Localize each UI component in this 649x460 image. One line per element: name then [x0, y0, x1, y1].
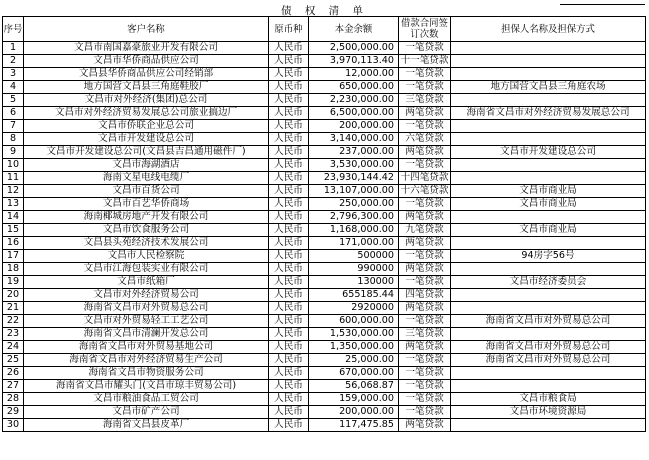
table-row — [3, 120, 646, 133]
claims-table — [2, 16, 646, 432]
customer-name: 文昌市开发建设总公司(文昌县吉昌通用磁件厂) — [24, 146, 269, 159]
row-number: 29 — [3, 406, 24, 419]
table-row — [3, 393, 646, 406]
row-number: 21 — [3, 302, 24, 315]
currency: 人民币 — [269, 380, 309, 393]
row-number: 4 — [3, 81, 24, 94]
table-row — [3, 211, 646, 224]
principal-balance: 2920000 — [309, 302, 399, 315]
loan-count: 两笔贷款 — [399, 302, 451, 315]
table-header-row — [3, 17, 646, 42]
loan-count: 一笔贷款 — [399, 42, 451, 55]
currency: 人民币 — [269, 172, 309, 185]
currency: 人民币 — [269, 250, 309, 263]
row-number: 2 — [3, 55, 24, 68]
customer-name: 文昌县头苑经济技术发展公司 — [24, 237, 269, 250]
principal-balance: 500000 — [309, 250, 399, 263]
currency: 人民币 — [269, 289, 309, 302]
principal-balance: 3,970,113.40 — [309, 55, 399, 68]
guarantor: 文昌市环境资源局 — [451, 406, 646, 419]
currency: 人民币 — [269, 419, 309, 432]
customer-name: 文昌市人民检察院 — [24, 250, 269, 263]
customer-name: 文昌市饮食服务公司 — [24, 224, 269, 237]
table-row — [3, 159, 646, 172]
row-number: 6 — [3, 107, 24, 120]
table-row — [3, 406, 646, 419]
principal-balance: 670,000.00 — [309, 367, 399, 380]
customer-name: 文昌市南国嘉豪旅业开发有限公司 — [24, 42, 269, 55]
customer-name: 文昌市对外经济贸易公司 — [24, 289, 269, 302]
customer-name: 文昌市对外贸易轻工工艺公司 — [24, 315, 269, 328]
guarantor — [451, 42, 646, 55]
page-title: 债 权 清 单 — [280, 5, 368, 17]
currency: 人民币 — [269, 354, 309, 367]
header-guarantor: 担保人名称及担保方式 — [451, 17, 646, 42]
table-row — [3, 172, 646, 185]
guarantor — [451, 211, 646, 224]
guarantor: 地方国营文昌县三角庭农场 — [451, 81, 646, 94]
customer-name: 海南省文昌县皮革厂 — [24, 419, 269, 432]
guarantor: 海南省文昌市对外贸易总公司 — [451, 354, 646, 367]
principal-balance: 12,000.00 — [309, 68, 399, 81]
guarantor — [451, 302, 646, 315]
table-row — [3, 419, 646, 432]
table-row — [3, 185, 646, 198]
principal-balance: 25,000.00 — [309, 354, 399, 367]
header-currency: 原币种 — [269, 17, 309, 42]
customer-name: 文昌市海湖酒店 — [24, 159, 269, 172]
row-number: 19 — [3, 276, 24, 289]
currency: 人民币 — [269, 393, 309, 406]
customer-name: 文昌市百货公司 — [24, 185, 269, 198]
principal-balance: 3,140,000.00 — [309, 133, 399, 146]
row-number: 26 — [3, 367, 24, 380]
principal-balance: 1,530,000.00 — [309, 328, 399, 341]
guarantor — [451, 367, 646, 380]
guarantor: 文昌市商业局 — [451, 198, 646, 211]
loan-count: 两笔贷款 — [399, 263, 451, 276]
principal-balance: 130000 — [309, 276, 399, 289]
loan-count: 一笔贷款 — [399, 380, 451, 393]
table-row — [3, 341, 646, 354]
currency: 人民币 — [269, 224, 309, 237]
currency: 人民币 — [269, 198, 309, 211]
row-number: 28 — [3, 393, 24, 406]
row-number: 23 — [3, 328, 24, 341]
principal-balance: 250,000.00 — [309, 198, 399, 211]
currency: 人民币 — [269, 133, 309, 146]
currency: 人民币 — [269, 185, 309, 198]
guarantor: 文昌市粮食局 — [451, 393, 646, 406]
row-number: 27 — [3, 380, 24, 393]
header-name: 客户名称 — [24, 17, 269, 42]
currency: 人民币 — [269, 263, 309, 276]
guarantor — [451, 419, 646, 432]
row-number: 8 — [3, 133, 24, 146]
row-number: 22 — [3, 315, 24, 328]
loan-count: 十四笔贷款 — [399, 172, 451, 185]
customer-name: 文昌市侨联企业总公司 — [24, 120, 269, 133]
customer-name: 文昌市对外经济(集团)总公司 — [24, 94, 269, 107]
currency: 人民币 — [269, 81, 309, 94]
currency: 人民币 — [269, 367, 309, 380]
guarantor — [451, 133, 646, 146]
guarantor: 文昌市商业局 — [451, 224, 646, 237]
principal-balance: 2,500,000.00 — [309, 42, 399, 55]
loan-count: 三笔贷款 — [399, 94, 451, 107]
customer-name: 文昌市江海包装实业有限公司 — [24, 263, 269, 276]
guarantor: 94房字56号 — [451, 250, 646, 263]
principal-balance: 117,475.85 — [309, 419, 399, 432]
customer-name: 文昌市纸箱厂 — [24, 276, 269, 289]
loan-count: 一笔贷款 — [399, 159, 451, 172]
table-row — [3, 224, 646, 237]
customer-name: 文昌市开发建设总公司 — [24, 133, 269, 146]
table-row — [3, 133, 646, 146]
principal-balance: 200,000.00 — [309, 406, 399, 419]
row-number: 10 — [3, 159, 24, 172]
principal-balance: 237,000.00 — [309, 146, 399, 159]
currency: 人民币 — [269, 146, 309, 159]
header-no: 序号 — [3, 17, 24, 42]
guarantor: 海南省文昌市对外贸易总公司 — [451, 315, 646, 328]
table-row — [3, 94, 646, 107]
table-row — [3, 315, 646, 328]
guarantor — [451, 289, 646, 302]
customer-name: 文昌市对外经济贸易发展总公司旅业搞边厂 — [24, 107, 269, 120]
row-number: 12 — [3, 185, 24, 198]
row-number: 11 — [3, 172, 24, 185]
loan-count: 一笔贷款 — [399, 198, 451, 211]
row-number: 5 — [3, 94, 24, 107]
principal-balance: 56,068.87 — [309, 380, 399, 393]
loan-count: 一笔贷款 — [399, 367, 451, 380]
customer-name: 文昌市粮油食品工贸公司 — [24, 393, 269, 406]
guarantor — [451, 120, 646, 133]
table-row — [3, 276, 646, 289]
loan-count: 两笔贷款 — [399, 341, 451, 354]
currency: 人民币 — [269, 328, 309, 341]
loan-count: 两笔贷款 — [399, 146, 451, 159]
table-row — [3, 250, 646, 263]
loan-count: 三笔贷款 — [399, 328, 451, 341]
table-row — [3, 237, 646, 250]
row-number: 20 — [3, 289, 24, 302]
guarantor — [451, 172, 646, 185]
table-row — [3, 42, 646, 55]
guarantor: 文昌市经济委员会 — [451, 276, 646, 289]
guarantor: 海南省文昌市对外贸易总公司 — [451, 341, 646, 354]
loan-count: 一笔贷款 — [399, 315, 451, 328]
currency: 人民币 — [269, 120, 309, 133]
guarantor — [451, 380, 646, 393]
currency: 人民币 — [269, 315, 309, 328]
loan-count: 十一笔贷款 — [399, 55, 451, 68]
loan-count: 六笔贷款 — [399, 133, 451, 146]
principal-balance: 200,000.00 — [309, 120, 399, 133]
customer-name: 海南省文昌市物资服务公司 — [24, 367, 269, 380]
table-row — [3, 68, 646, 81]
principal-balance: 3,530,000.00 — [309, 159, 399, 172]
row-number: 24 — [3, 341, 24, 354]
loan-count: 九笔贷款 — [399, 224, 451, 237]
principal-balance: 600,000.00 — [309, 315, 399, 328]
loan-count: 四笔贷款 — [399, 289, 451, 302]
principal-balance: 13,107,000.00 — [309, 185, 399, 198]
currency: 人民币 — [269, 211, 309, 224]
customer-name: 海南文星电线电缆厂 — [24, 172, 269, 185]
principal-balance: 1,168,000.00 — [309, 224, 399, 237]
loan-count: 两笔贷款 — [399, 237, 451, 250]
loan-count: 两笔贷款 — [399, 419, 451, 432]
loan-count: 一笔贷款 — [399, 406, 451, 419]
table-row — [3, 328, 646, 341]
guarantor: 文昌市商业局 — [451, 185, 646, 198]
currency: 人民币 — [269, 107, 309, 120]
customer-name: 文昌市矿产公司 — [24, 406, 269, 419]
row-number: 7 — [3, 120, 24, 133]
currency: 人民币 — [269, 276, 309, 289]
guarantor — [451, 263, 646, 276]
table-row — [3, 81, 646, 94]
header-amount: 本金余额 — [309, 17, 399, 42]
guarantor — [451, 55, 646, 68]
customer-name: 海南省文昌市耀头门(文昌市琼丰贸易公司) — [24, 380, 269, 393]
row-number: 9 — [3, 146, 24, 159]
loan-count: 一笔贷款 — [399, 250, 451, 263]
table-row — [3, 289, 646, 302]
customer-name: 地方国营文昌县三角庭鞋胶厂 — [24, 81, 269, 94]
currency: 人民币 — [269, 341, 309, 354]
row-number: 17 — [3, 250, 24, 263]
principal-balance: 650,000.00 — [309, 81, 399, 94]
row-number: 13 — [3, 198, 24, 211]
principal-balance: 655185.44 — [309, 289, 399, 302]
principal-balance: 171,000.00 — [309, 237, 399, 250]
guarantor — [451, 328, 646, 341]
guarantor: 海南省文昌市对外经济贸易发展总公司 — [451, 107, 646, 120]
currency: 人民币 — [269, 159, 309, 172]
currency: 人民币 — [269, 237, 309, 250]
principal-balance: 23,930,144.42 — [309, 172, 399, 185]
row-number: 30 — [3, 419, 24, 432]
row-number: 15 — [3, 224, 24, 237]
table-row — [3, 107, 646, 120]
row-number: 16 — [3, 237, 24, 250]
customer-name: 海南省文昌市对外贸易总公司 — [24, 302, 269, 315]
loan-count: 一笔贷款 — [399, 81, 451, 94]
header-loan-type: 借款合同签订次数 — [399, 17, 451, 42]
customer-name: 海南椰城房地产开发有限公司 — [24, 211, 269, 224]
table-row — [3, 146, 646, 159]
row-number: 14 — [3, 211, 24, 224]
currency: 人民币 — [269, 406, 309, 419]
guarantor — [451, 94, 646, 107]
currency: 人民币 — [269, 94, 309, 107]
row-number: 1 — [3, 42, 24, 55]
principal-balance: 159,000.00 — [309, 393, 399, 406]
table-row — [3, 380, 646, 393]
table-row — [3, 55, 646, 68]
row-number: 18 — [3, 263, 24, 276]
currency: 人民币 — [269, 68, 309, 81]
customer-name: 文昌市百艺华侨商场 — [24, 198, 269, 211]
table-row — [3, 367, 646, 380]
customer-name: 文昌市华侨商品供应公司 — [24, 55, 269, 68]
guarantor — [451, 159, 646, 172]
table-row — [3, 302, 646, 315]
loan-count: 一笔贷款 — [399, 354, 451, 367]
customer-name: 海南省文昌市清澜开发总公司 — [24, 328, 269, 341]
principal-balance: 6,500,000.00 — [309, 107, 399, 120]
table-row — [3, 263, 646, 276]
currency: 人民币 — [269, 55, 309, 68]
table-row — [3, 354, 646, 367]
loan-count: 十六笔贷款 — [399, 185, 451, 198]
currency: 人民币 — [269, 302, 309, 315]
row-number: 25 — [3, 354, 24, 367]
row-number: 3 — [3, 68, 24, 81]
principal-balance: 990000 — [309, 263, 399, 276]
principal-balance: 1,350,000.00 — [309, 341, 399, 354]
customer-name: 文昌县华侨商品供应公司经销部 — [24, 68, 269, 81]
customer-name: 海南省文昌市对外经济贸易生产公司 — [24, 354, 269, 367]
loan-count: 一笔贷款 — [399, 68, 451, 81]
guarantor — [451, 237, 646, 250]
table-row — [3, 198, 646, 211]
principal-balance: 2,796,300.00 — [309, 211, 399, 224]
loan-count: 一笔贷款 — [399, 120, 451, 133]
currency: 人民币 — [269, 42, 309, 55]
guarantor — [451, 68, 646, 81]
loan-count: 一笔贷款 — [399, 276, 451, 289]
customer-name: 海南省文昌市对外贸易基地公司 — [24, 341, 269, 354]
loan-count: 两笔贷款 — [399, 107, 451, 120]
loan-count: 一笔贷款 — [399, 393, 451, 406]
loan-count: 两笔贷款 — [399, 211, 451, 224]
guarantor: 文昌市开发建设总公司 — [451, 146, 646, 159]
principal-balance: 2,230,000.00 — [309, 94, 399, 107]
